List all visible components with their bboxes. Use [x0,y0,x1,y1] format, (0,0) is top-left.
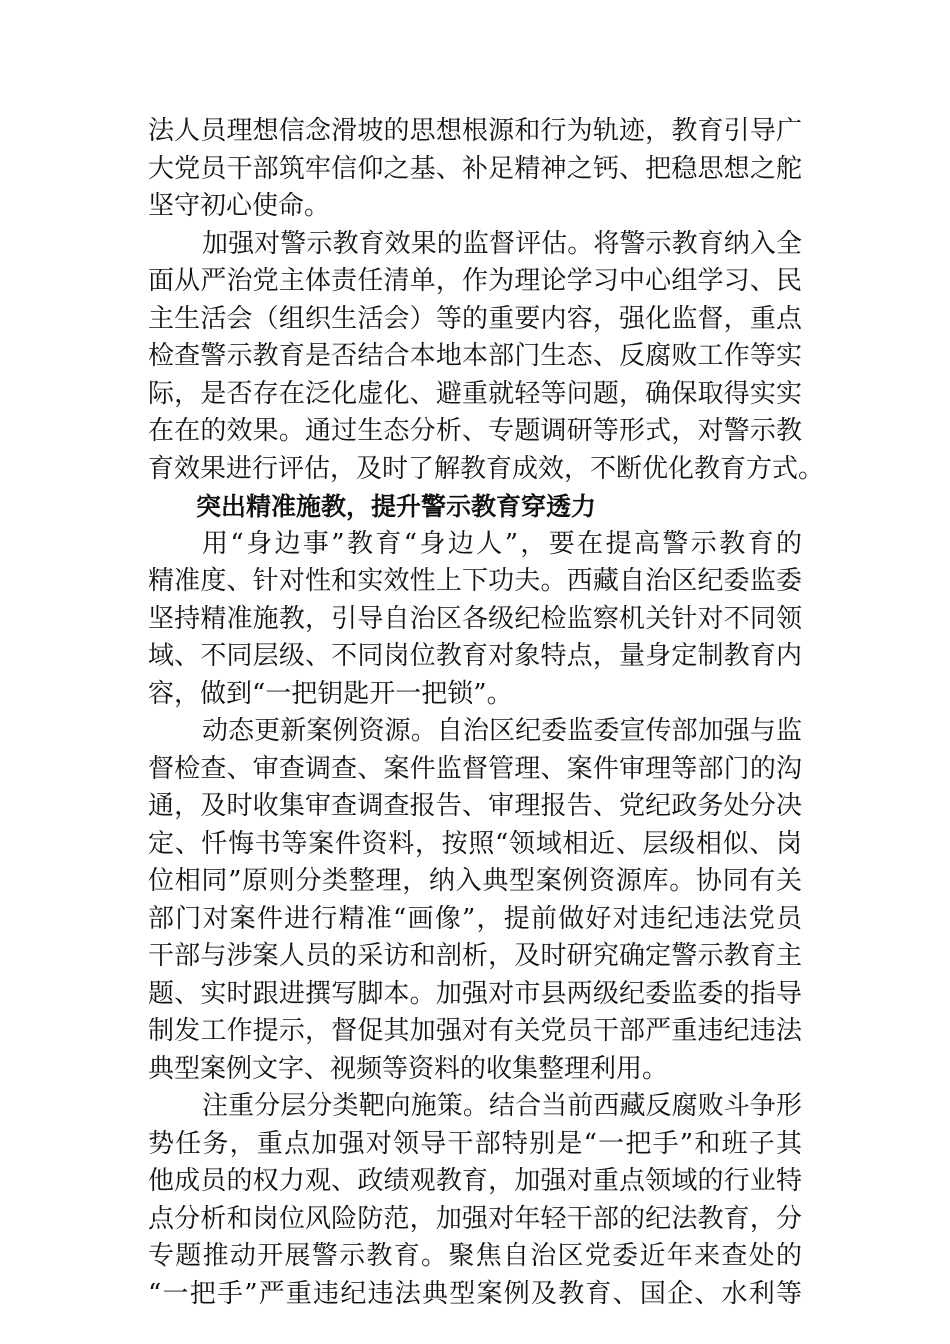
paragraph-line: 干部与涉案人员的采访和剖析，及时研究确定警示教育主 [148,941,802,971]
paragraph-line: 际，是否存在泛化虚化、避重就轻等问题，确保取得实实 [148,378,802,409]
paragraph-line: 容，做到“一把钥匙开一把锁”。 [148,678,513,709]
paragraph-line: 题、实时跟进撰写脚本。加强对市县两级纪委监委的指导 [148,978,802,1009]
document-body [148,113,825,1313]
paragraph-line: 通，及时收集审查调查报告、审理报告、党纪政务处分决 [148,791,802,821]
paragraph-line: 面从严治党主体责任清单，作为理论学习中心组学习、民 [148,266,802,296]
paragraph-line: “一把手”严重违纪违法典型案例及教育、国企、水利等 [148,1278,802,1309]
paragraph-line: 检查警示教育是否结合本地本部门生态、反腐败工作等实 [148,341,802,371]
paragraph-line: 精准度、针对性和实效性上下功夫。西藏自治区纪委监委 [148,566,802,596]
paragraph-line: 域、不同层级、不同岗位教育对象特点，量身定制教育内 [148,641,802,671]
paragraph-line: 定、忏悔书等案件资料，按照“领域相近、层级相似、岗 [148,828,802,859]
paragraph-line: 用“身边事”教育“身边人”，要在提高警示教育的 [202,528,802,559]
paragraph-line: 坚持精准施教，引导自治区各级纪检监察机关针对不同领 [148,603,802,634]
paragraph-line: 制发工作提示，督促其加强对有关党员干部严重违纪违法 [148,1016,802,1046]
paragraph-line: 大党员干部筑牢信仰之基、补足精神之钙、把稳思想之舵 [148,153,802,184]
paragraph-line: 部门对案件进行精准“画像”，提前做好对违纪违法党员 [148,903,802,934]
paragraph-line: 位相同”原则分类整理，纳入典型案例资源库。协同有关 [148,866,802,896]
paragraph-line: 动态更新案例资源。自治区纪委监委宣传部加强与监 [202,716,802,746]
paragraph-line: 法人员理想信念滑坡的思想根源和行为轨迹，教育引导广 [148,116,802,146]
paragraph-line: 势任务，重点加强对领导干部特别是“一把手”和班子其 [148,1128,802,1159]
paragraph-line: 育效果进行评估，及时了解教育成效，不断优化教育方式。 [148,453,825,484]
paragraph-line: 坚守初心使命。 [148,191,331,221]
paragraph-line: 专题推动开展警示教育。聚焦自治区党委近年来查处的 [148,1241,802,1271]
paragraph-line: 加强对警示教育效果的监督评估。将警示教育纳入全 [202,228,802,259]
paragraph-line: 在在的效果。通过生态分析、专题调研等形式，对警示教 [148,416,802,446]
paragraph-line: 点分析和岗位风险防范，加强对年轻干部的纪法教育，分 [148,1203,802,1234]
paragraph-line: 主生活会（组织生活会）等的重要内容，强化监督，重点 [148,303,802,334]
paragraph-line: 典型案例文字、视频等资料的收集整理利用。 [148,1053,669,1084]
paragraph-line: 他成员的权力观、政绩观教育，加强对重点领域的行业特 [148,1166,802,1196]
paragraph-line: 注重分层分类靶向施策。结合当前西藏反腐败斗争形 [202,1091,802,1121]
section-heading: 突出精准施教，提升警示教育穿透力 [196,492,597,521]
paragraph-line: 督检查、审查调查、案件监督管理、案件审理等部门的沟 [148,753,802,784]
